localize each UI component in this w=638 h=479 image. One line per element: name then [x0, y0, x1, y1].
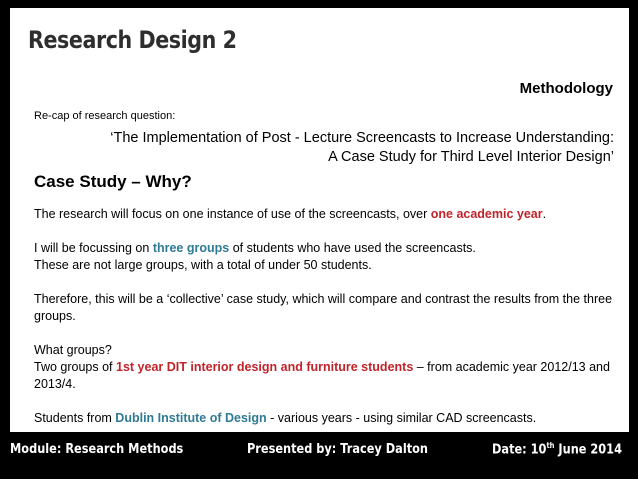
text-span: What groups? — [34, 343, 112, 357]
date-ordinal: th — [546, 441, 555, 450]
recap-label: Re-cap of research question: — [34, 110, 176, 122]
date-text: June 2014 — [554, 441, 622, 458]
footer-date — [492, 441, 622, 458]
text-span: . — [542, 207, 547, 221]
footer-module: Module: Research Methods — [10, 441, 184, 457]
highlight-dublin-institute: Dublin Institute of Design — [115, 411, 267, 425]
text-span: Students from — [34, 411, 116, 425]
text-span: of students who have used the screencasts. — [229, 241, 476, 255]
research-question-line1: ‘The Implementation of Post - Lecture Screencasts to Increase Understanding: — [110, 130, 614, 146]
paragraph-groups — [34, 240, 617, 274]
text-span: - various years - using similar CAD screencasts. — [266, 411, 537, 425]
highlight-three-groups: three groups — [152, 241, 230, 255]
slide-title: Research Design 2 — [28, 26, 237, 54]
paragraph-collective: Therefore, this will be a ‘collective’ case study, which will compare and contrast the results from the three groups. — [34, 292, 613, 323]
footer-presenter: Presented by: Tracey Dalton — [247, 441, 429, 457]
research-question-line2: A Case Study for Third Level Interior Design’ — [328, 149, 614, 165]
paragraph-focus — [34, 206, 617, 223]
slide-footer — [0, 441, 638, 471]
paragraph-dublin — [34, 410, 617, 427]
text-span: I will be focussing on — [34, 241, 153, 255]
slide-content — [10, 8, 629, 432]
highlight-dit-students: 1st year DIT interior design and furniture students — [116, 360, 414, 374]
date-text: Date: 10 — [492, 441, 547, 458]
text-span: Two groups of — [34, 360, 116, 374]
text-span: – from academic year 2012/13 and 2013/4. — [34, 360, 610, 391]
section-label: Methodology — [519, 80, 613, 97]
case-study-heading: Case Study – Why? — [34, 172, 192, 191]
body-text — [34, 206, 617, 444]
research-question — [50, 129, 614, 167]
paragraph-which-groups — [34, 342, 617, 393]
text-span: The research will focus on one instance of use of the screencasts, over — [34, 207, 431, 221]
text-span: These are not large groups, with a total of under 50 students. — [34, 258, 372, 272]
highlight-one-academic-year: one academic year — [430, 207, 543, 221]
